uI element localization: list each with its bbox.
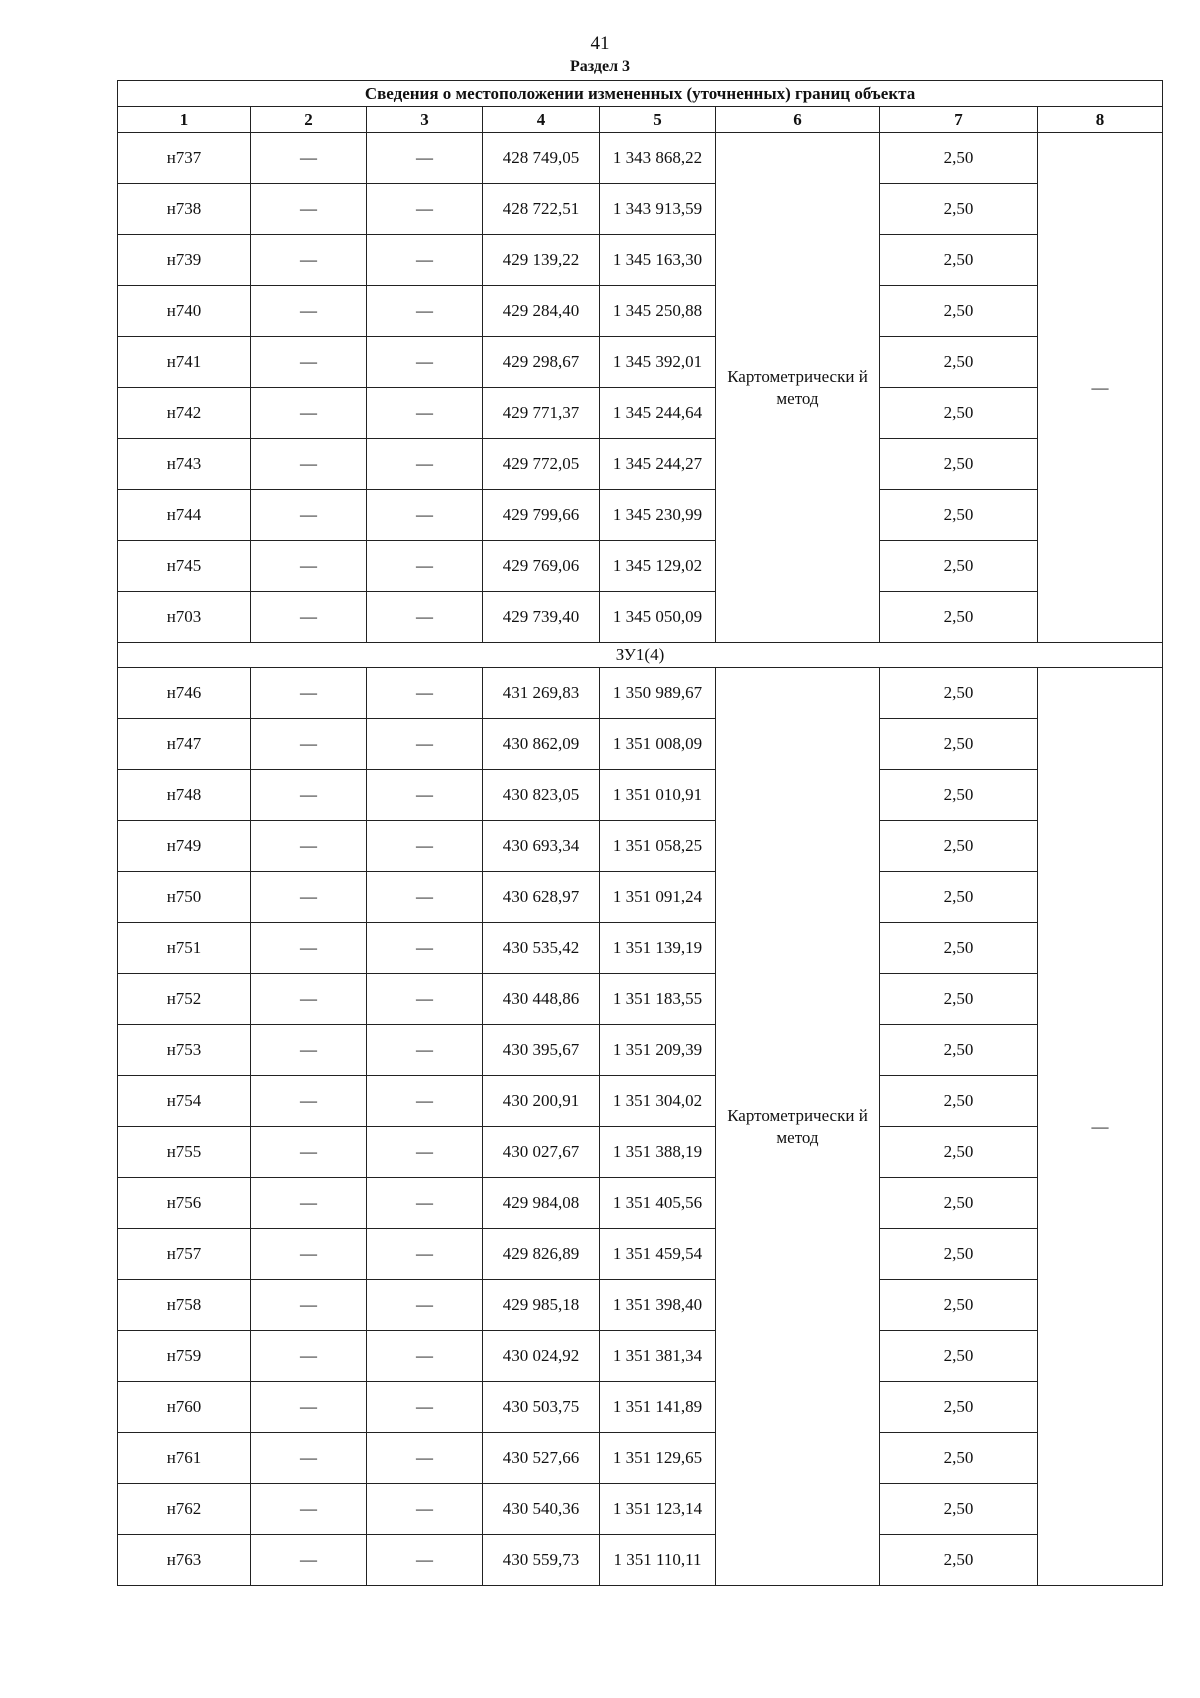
point-name-cell: н750 — [118, 872, 251, 923]
accuracy-cell: 2,50 — [880, 1331, 1038, 1382]
column-3-cell: — — [367, 821, 483, 872]
y-coordinate-cell: 1 343 868,22 — [600, 133, 716, 184]
point-name-cell: н752 — [118, 974, 251, 1025]
y-coordinate-cell: 1 351 058,25 — [600, 821, 716, 872]
accuracy-cell: 2,50 — [880, 668, 1038, 719]
point-name-cell: н737 — [118, 133, 251, 184]
table-row — [118, 1178, 1163, 1229]
column-number: 2 — [251, 107, 367, 133]
y-coordinate-cell: 1 351 388,19 — [600, 1127, 716, 1178]
accuracy-cell: 2,50 — [880, 286, 1038, 337]
table-row — [118, 286, 1163, 337]
column-3-cell: — — [367, 1484, 483, 1535]
y-coordinate-cell: 1 350 989,67 — [600, 668, 716, 719]
x-coordinate-cell: 430 628,97 — [483, 872, 600, 923]
point-name-cell: н762 — [118, 1484, 251, 1535]
table-row — [118, 1433, 1163, 1484]
accuracy-cell: 2,50 — [880, 1484, 1038, 1535]
point-name-cell: н745 — [118, 541, 251, 592]
accuracy-cell: 2,50 — [880, 1127, 1038, 1178]
table-title: Сведения о местоположении измененных (уточненных) границ объекта — [118, 81, 1163, 107]
x-coordinate-cell: 428 722,51 — [483, 184, 600, 235]
x-coordinate-cell: 428 749,05 — [483, 133, 600, 184]
column-number: 4 — [483, 107, 600, 133]
accuracy-cell: 2,50 — [880, 1433, 1038, 1484]
y-coordinate-cell: 1 351 139,19 — [600, 923, 716, 974]
accuracy-cell: 2,50 — [880, 133, 1038, 184]
column-2-cell: — — [251, 133, 367, 184]
column-2-cell: — — [251, 439, 367, 490]
column-3-cell: — — [367, 439, 483, 490]
column-number: 8 — [1038, 107, 1163, 133]
column-3-cell: — — [367, 770, 483, 821]
x-coordinate-cell: 431 269,83 — [483, 668, 600, 719]
table-row — [118, 821, 1163, 872]
y-coordinate-cell: 1 345 392,01 — [600, 337, 716, 388]
column-2-cell: — — [251, 1280, 367, 1331]
y-coordinate-cell: 1 345 250,88 — [600, 286, 716, 337]
table-row — [118, 184, 1163, 235]
accuracy-cell: 2,50 — [880, 1280, 1038, 1331]
accuracy-cell: 2,50 — [880, 923, 1038, 974]
x-coordinate-cell: 430 027,67 — [483, 1127, 600, 1178]
column-2-cell: — — [251, 1535, 367, 1586]
column-number-row — [118, 107, 1163, 133]
x-coordinate-cell: 429 772,05 — [483, 439, 600, 490]
x-coordinate-cell: 429 284,40 — [483, 286, 600, 337]
section-title: Раздел 3 — [569, 58, 631, 75]
accuracy-cell: 2,50 — [880, 490, 1038, 541]
x-coordinate-cell: 430 503,75 — [483, 1382, 600, 1433]
x-coordinate-cell: 429 799,66 — [483, 490, 600, 541]
accuracy-cell: 2,50 — [880, 337, 1038, 388]
x-coordinate-cell: 429 769,06 — [483, 541, 600, 592]
accuracy-cell: 2,50 — [880, 1076, 1038, 1127]
accuracy-cell: 2,50 — [880, 719, 1038, 770]
accuracy-cell: 2,50 — [880, 1382, 1038, 1433]
table-row — [118, 235, 1163, 286]
table-row — [118, 923, 1163, 974]
column-8-cell: — — [1038, 133, 1163, 643]
x-coordinate-cell: 430 395,67 — [483, 1025, 600, 1076]
column-3-cell: — — [367, 974, 483, 1025]
column-2-cell: — — [251, 490, 367, 541]
point-name-cell: н756 — [118, 1178, 251, 1229]
column-2-cell: — — [251, 388, 367, 439]
column-3-cell: — — [367, 388, 483, 439]
table-row — [118, 592, 1163, 643]
x-coordinate-cell: 429 826,89 — [483, 1229, 600, 1280]
method-cell: Картометрически й метод — [716, 133, 880, 643]
column-2-cell: — — [251, 235, 367, 286]
point-name-cell: н758 — [118, 1280, 251, 1331]
table-row — [118, 388, 1163, 439]
column-2-cell: — — [251, 1331, 367, 1382]
point-name-cell: н763 — [118, 1535, 251, 1586]
column-2-cell: — — [251, 719, 367, 770]
table-row — [118, 770, 1163, 821]
point-name-cell: н744 — [118, 490, 251, 541]
x-coordinate-cell: 429 739,40 — [483, 592, 600, 643]
accuracy-cell: 2,50 — [880, 974, 1038, 1025]
column-3-cell: — — [367, 923, 483, 974]
column-2-cell: — — [251, 1025, 367, 1076]
y-coordinate-cell: 1 345 129,02 — [600, 541, 716, 592]
column-3-cell: — — [367, 719, 483, 770]
y-coordinate-cell: 1 351 010,91 — [600, 770, 716, 821]
table-row — [118, 1484, 1163, 1535]
table-row — [118, 337, 1163, 388]
x-coordinate-cell: 430 823,05 — [483, 770, 600, 821]
table-row — [118, 974, 1163, 1025]
table-row — [118, 1076, 1163, 1127]
column-2-cell: — — [251, 821, 367, 872]
table-row — [118, 1025, 1163, 1076]
y-coordinate-cell: 1 351 405,56 — [600, 1178, 716, 1229]
column-3-cell: — — [367, 1535, 483, 1586]
table-row — [118, 439, 1163, 490]
y-coordinate-cell: 1 351 008,09 — [600, 719, 716, 770]
column-number: 7 — [880, 107, 1038, 133]
column-3-cell: — — [367, 1433, 483, 1484]
accuracy-cell: 2,50 — [880, 541, 1038, 592]
x-coordinate-cell: 429 985,18 — [483, 1280, 600, 1331]
accuracy-cell: 2,50 — [880, 1229, 1038, 1280]
point-name-cell: н751 — [118, 923, 251, 974]
y-coordinate-cell: 1 345 050,09 — [600, 592, 716, 643]
column-3-cell: — — [367, 184, 483, 235]
point-name-cell: н749 — [118, 821, 251, 872]
column-2-cell: — — [251, 1433, 367, 1484]
y-coordinate-cell: 1 351 304,02 — [600, 1076, 716, 1127]
table-row — [118, 668, 1163, 719]
column-number: 6 — [716, 107, 880, 133]
column-2-cell: — — [251, 668, 367, 719]
column-2-cell: — — [251, 286, 367, 337]
y-coordinate-cell: 1 351 123,14 — [600, 1484, 716, 1535]
y-coordinate-cell: 1 351 110,11 — [600, 1535, 716, 1586]
x-coordinate-cell: 430 559,73 — [483, 1535, 600, 1586]
table-row — [118, 1127, 1163, 1178]
column-2-cell: — — [251, 1382, 367, 1433]
table-row — [118, 872, 1163, 923]
column-2-cell: — — [251, 923, 367, 974]
x-coordinate-cell: 430 693,34 — [483, 821, 600, 872]
y-coordinate-cell: 1 345 230,99 — [600, 490, 716, 541]
accuracy-cell: 2,50 — [880, 184, 1038, 235]
y-coordinate-cell: 1 351 129,65 — [600, 1433, 716, 1484]
x-coordinate-cell: 430 527,66 — [483, 1433, 600, 1484]
x-coordinate-cell: 430 535,42 — [483, 923, 600, 974]
column-2-cell: — — [251, 974, 367, 1025]
column-number: 5 — [600, 107, 716, 133]
column-2-cell: — — [251, 592, 367, 643]
column-3-cell: — — [367, 490, 483, 541]
accuracy-cell: 2,50 — [880, 1025, 1038, 1076]
point-name-cell: н742 — [118, 388, 251, 439]
table-row — [118, 1229, 1163, 1280]
column-number: 1 — [118, 107, 251, 133]
x-coordinate-cell: 429 984,08 — [483, 1178, 600, 1229]
column-number: 3 — [367, 107, 483, 133]
point-name-cell: н746 — [118, 668, 251, 719]
accuracy-cell: 2,50 — [880, 235, 1038, 286]
table-row — [118, 490, 1163, 541]
table-row — [118, 1535, 1163, 1586]
zone-label-row — [118, 643, 1163, 668]
point-name-cell: н760 — [118, 1382, 251, 1433]
point-name-cell: н761 — [118, 1433, 251, 1484]
column-2-cell: — — [251, 541, 367, 592]
x-coordinate-cell: 429 298,67 — [483, 337, 600, 388]
point-name-cell: н759 — [118, 1331, 251, 1382]
point-name-cell: н703 — [118, 592, 251, 643]
column-2-cell: — — [251, 337, 367, 388]
point-name-cell: н755 — [118, 1127, 251, 1178]
table-row — [118, 1331, 1163, 1382]
accuracy-cell: 2,50 — [880, 1178, 1038, 1229]
column-3-cell: — — [367, 337, 483, 388]
y-coordinate-cell: 1 351 459,54 — [600, 1229, 716, 1280]
column-3-cell: — — [367, 668, 483, 719]
accuracy-cell: 2,50 — [880, 770, 1038, 821]
accuracy-cell: 2,50 — [880, 388, 1038, 439]
column-3-cell: — — [367, 1025, 483, 1076]
column-2-cell: — — [251, 1484, 367, 1535]
point-name-cell: н741 — [118, 337, 251, 388]
x-coordinate-cell: 430 200,91 — [483, 1076, 600, 1127]
y-coordinate-cell: 1 345 244,64 — [600, 388, 716, 439]
point-name-cell: н740 — [118, 286, 251, 337]
column-3-cell: — — [367, 592, 483, 643]
x-coordinate-cell: 430 862,09 — [483, 719, 600, 770]
column-3-cell: — — [367, 1382, 483, 1433]
point-name-cell: н754 — [118, 1076, 251, 1127]
point-name-cell: н739 — [118, 235, 251, 286]
method-cell: Картометрически й метод — [716, 668, 880, 1586]
point-name-cell: н743 — [118, 439, 251, 490]
column-3-cell: — — [367, 1178, 483, 1229]
column-3-cell: — — [367, 286, 483, 337]
column-8-cell: — — [1038, 668, 1163, 1586]
column-3-cell: — — [367, 541, 483, 592]
table-row — [118, 541, 1163, 592]
column-3-cell: — — [367, 1331, 483, 1382]
point-name-cell: н747 — [118, 719, 251, 770]
x-coordinate-cell: 429 771,37 — [483, 388, 600, 439]
column-3-cell: — — [367, 235, 483, 286]
column-3-cell: — — [367, 872, 483, 923]
y-coordinate-cell: 1 351 183,55 — [600, 974, 716, 1025]
column-2-cell: — — [251, 1076, 367, 1127]
point-name-cell: н738 — [118, 184, 251, 235]
x-coordinate-cell: 429 139,22 — [483, 235, 600, 286]
y-coordinate-cell: 1 351 141,89 — [600, 1382, 716, 1433]
x-coordinate-cell: 430 540,36 — [483, 1484, 600, 1535]
y-coordinate-cell: 1 351 381,34 — [600, 1331, 716, 1382]
x-coordinate-cell: 430 024,92 — [483, 1331, 600, 1382]
column-3-cell: — — [367, 1280, 483, 1331]
accuracy-cell: 2,50 — [880, 821, 1038, 872]
table-row — [118, 1280, 1163, 1331]
column-2-cell: — — [251, 184, 367, 235]
column-3-cell: — — [367, 1076, 483, 1127]
accuracy-cell: 2,50 — [880, 1535, 1038, 1586]
column-3-cell: — — [367, 1229, 483, 1280]
accuracy-cell: 2,50 — [880, 439, 1038, 490]
y-coordinate-cell: 1 351 398,40 — [600, 1280, 716, 1331]
coordinates-table — [117, 80, 1163, 1586]
column-2-cell: — — [251, 1178, 367, 1229]
y-coordinate-cell: 1 351 091,24 — [600, 872, 716, 923]
column-3-cell: — — [367, 1127, 483, 1178]
page-number: 41 — [590, 33, 610, 54]
column-2-cell: — — [251, 872, 367, 923]
zone-label: ЗУ1(4) — [118, 643, 1163, 668]
accuracy-cell: 2,50 — [880, 872, 1038, 923]
x-coordinate-cell: 430 448,86 — [483, 974, 600, 1025]
table-row — [118, 1382, 1163, 1433]
column-3-cell: — — [367, 133, 483, 184]
y-coordinate-cell: 1 343 913,59 — [600, 184, 716, 235]
column-2-cell: — — [251, 1127, 367, 1178]
point-name-cell: н753 — [118, 1025, 251, 1076]
accuracy-cell: 2,50 — [880, 592, 1038, 643]
y-coordinate-cell: 1 345 244,27 — [600, 439, 716, 490]
y-coordinate-cell: 1 345 163,30 — [600, 235, 716, 286]
table-body — [118, 133, 1163, 1586]
y-coordinate-cell: 1 351 209,39 — [600, 1025, 716, 1076]
column-2-cell: — — [251, 1229, 367, 1280]
column-2-cell: — — [251, 770, 367, 821]
point-name-cell: н757 — [118, 1229, 251, 1280]
table-row — [118, 133, 1163, 184]
point-name-cell: н748 — [118, 770, 251, 821]
table-row — [118, 719, 1163, 770]
